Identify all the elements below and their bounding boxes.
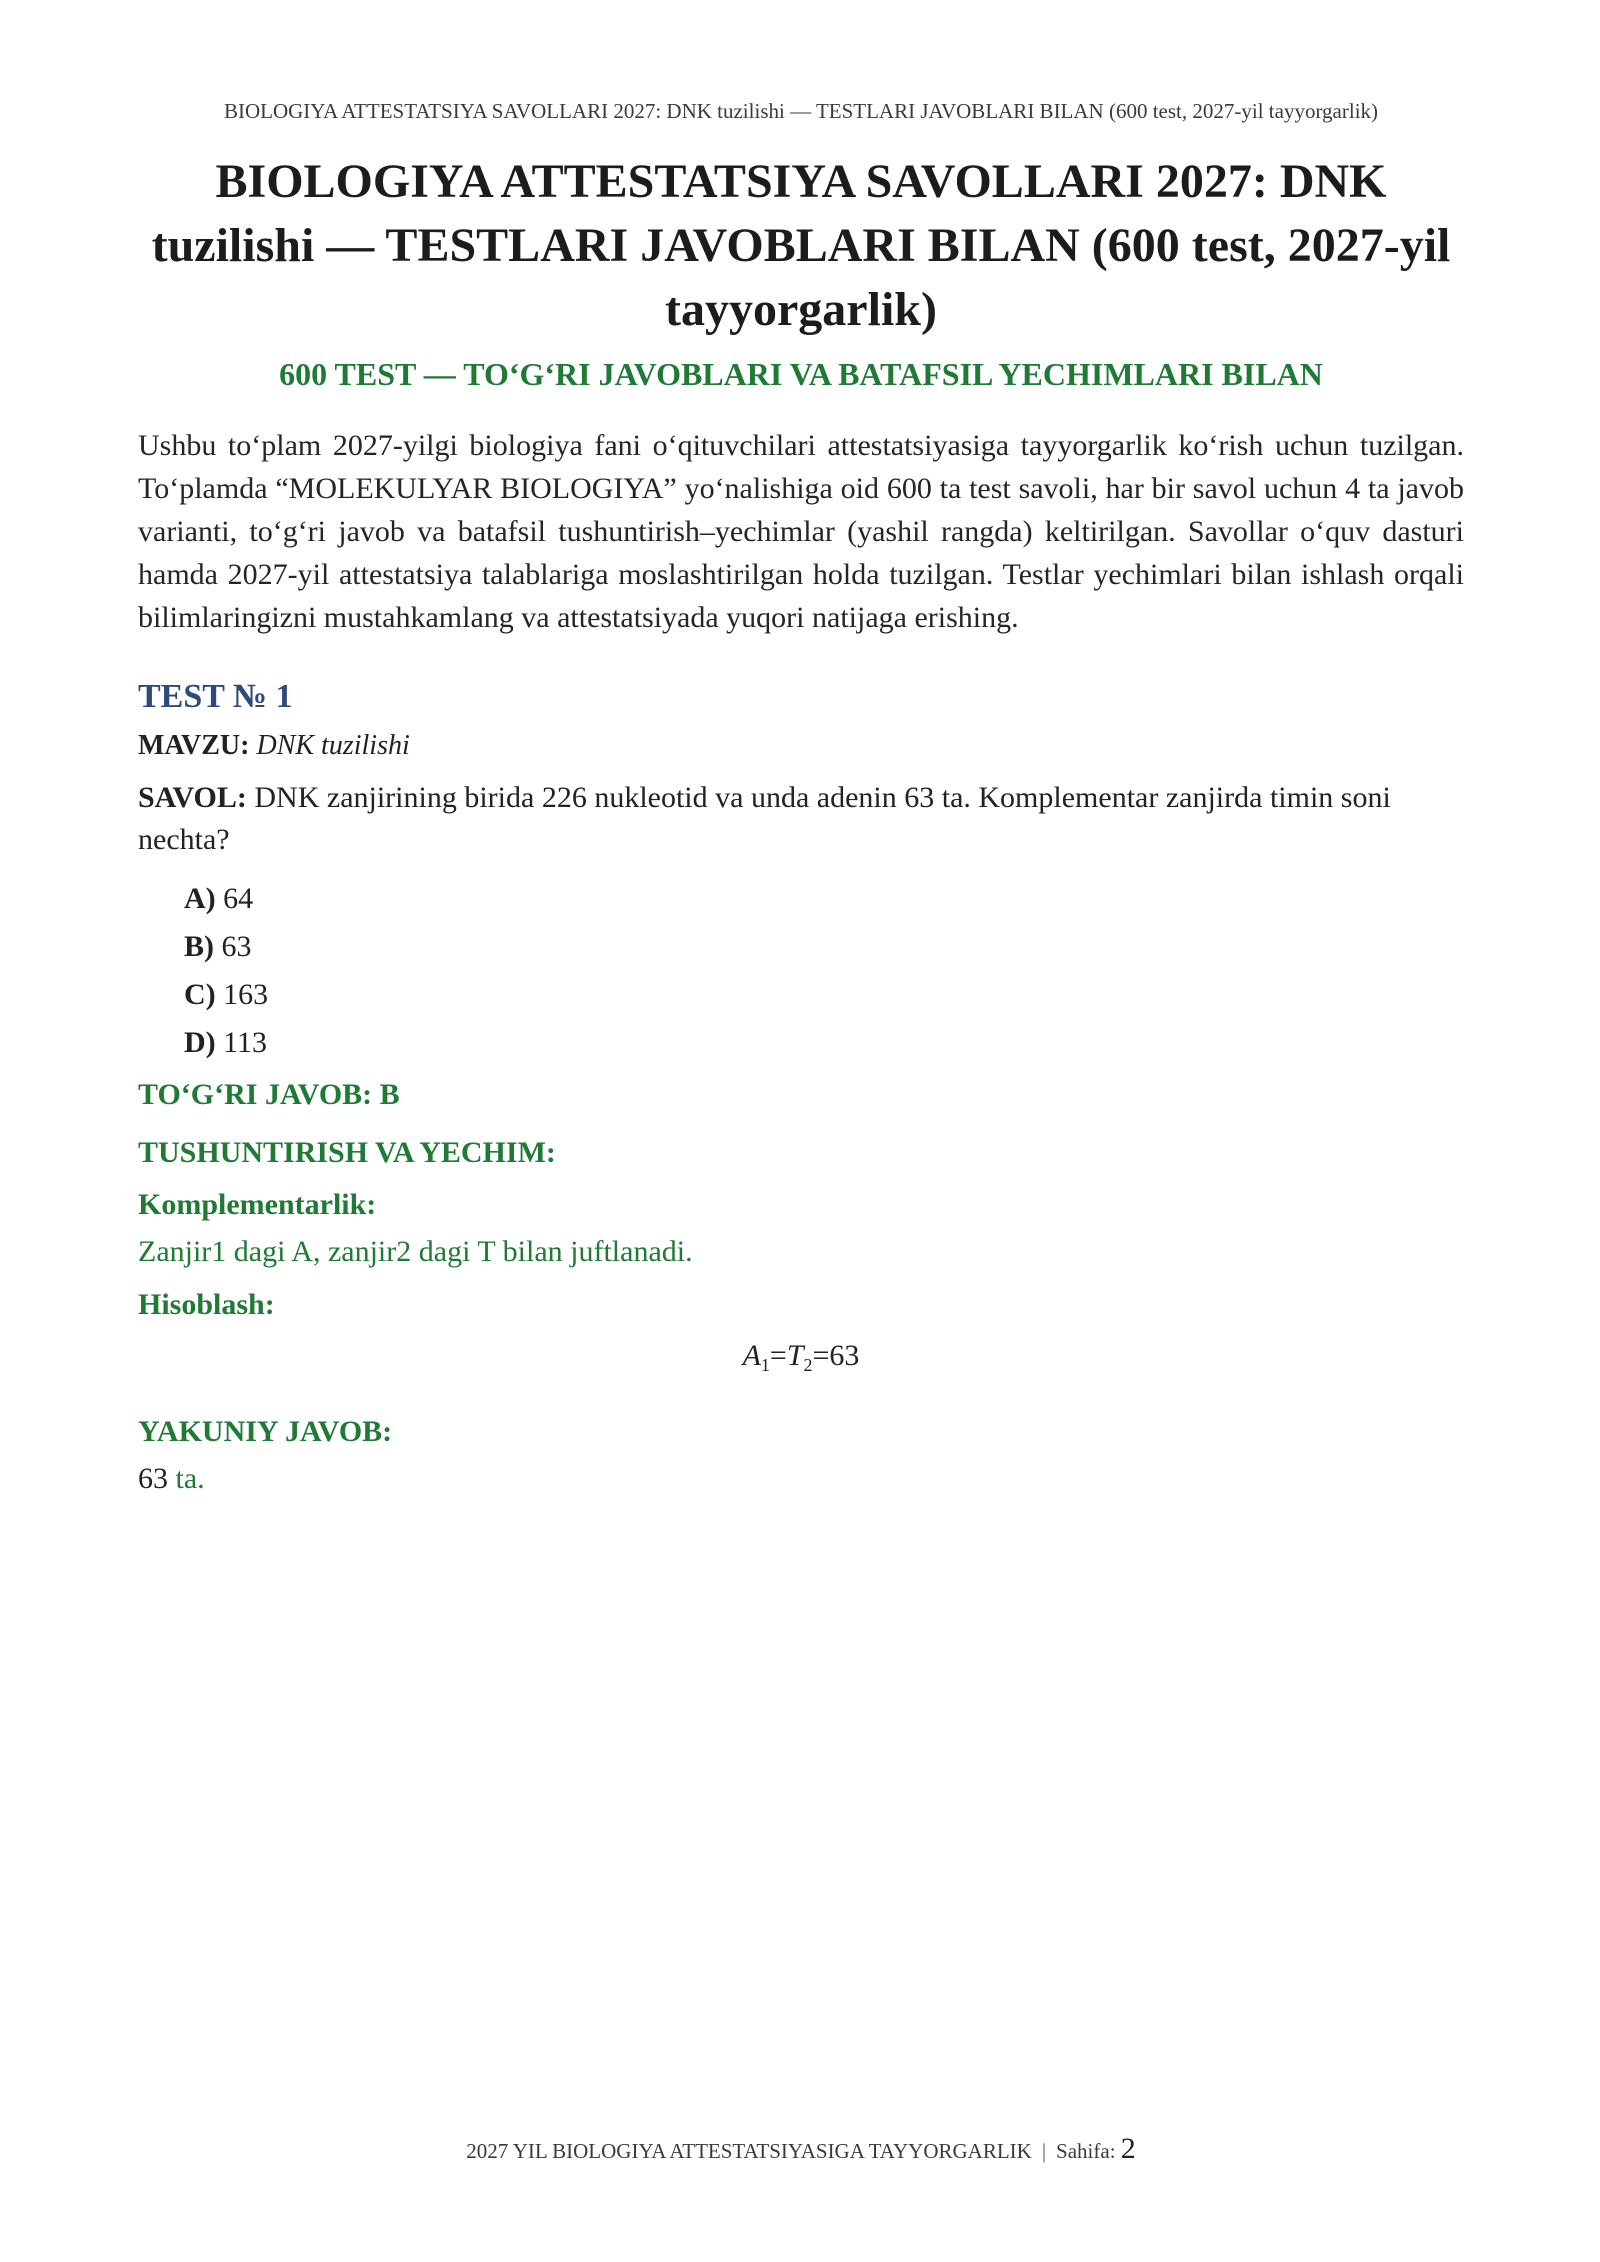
question	[138, 777, 1464, 861]
footer-separator: |	[1041, 2139, 1047, 2163]
footer-text: 2027 YIL BIOLOGIYA ATTESTATSIYASIGA TAYYORGARLIK	[466, 2139, 1032, 2163]
topic-label: MAVZU:	[138, 730, 250, 761]
final-answer-unit: ta.	[175, 1462, 205, 1495]
option-text: 64	[223, 882, 254, 915]
formula-var-a: A	[742, 1339, 761, 1372]
option-c	[184, 971, 1464, 1019]
running-header: BIOLOGIYA ATTESTATSIYA SAVOLLARI 2027: DNK tuzilishi — TESTLARI JAVOBLARI BILAN (600 test, 2027-yil tayyorgarlik)	[223, 99, 1379, 123]
option-letter: C)	[184, 978, 216, 1011]
question-label: SAVOL:	[138, 781, 247, 814]
option-b	[184, 923, 1464, 971]
formula-equals: =	[812, 1339, 830, 1372]
option-text: 63	[221, 930, 252, 963]
formula-var-t: T	[786, 1339, 804, 1372]
topic-line	[138, 727, 1464, 765]
page-content	[138, 150, 1464, 1500]
formula-value: 63	[829, 1339, 860, 1372]
calculation-heading: Hisoblash:	[138, 1288, 275, 1321]
final-answer	[138, 1458, 1464, 1500]
intro-paragraph: Ushbu to‘plam 2027-yilgi biologiya fani o‘qituvchilari attestatsiyasiga tayyorgarlik ko‘rish uchun tuzilgan. To‘plamda “MOLEKULYAR BIOLOGIYA” yo‘nalishiga oid 600 ta test savoli, har bir savol uchun 4 ta javob varianti, to‘g‘ri javob va batafsil tushuntirish–yechimlar (yashil rangda) keltirilgan. Savollar o‘quv dasturi hamda 2027-yil attestatsiya talablariga moslashtirilgan holda tuzilgan. Testlar yechimlari bilan ishlash orqali bilimlaringizni mustahkamlang va attestatsiyada yuqori natijaga erishing.	[138, 429, 1464, 634]
formula-sub-1: 1	[760, 1355, 770, 1375]
topic-value: DNK tuzilishi	[256, 730, 410, 761]
option-letter: A)	[184, 882, 216, 915]
question-text: DNK zanjirining birida 226 nukleotid va unda adenin 63 ta. Komplementar zanjirda timin soni nechta?	[138, 781, 1391, 856]
calculation-formula	[138, 1335, 1464, 1386]
option-text: 163	[223, 978, 269, 1011]
option-letter: B)	[184, 930, 214, 963]
test-heading: TEST № 1	[138, 678, 293, 715]
solution-heading: TUSHUNTIRISH VA YECHIM:	[138, 1136, 556, 1169]
page-number: 2	[1120, 2132, 1136, 2165]
complementarity-heading: Komplementarlik:	[138, 1188, 377, 1221]
formula-equals: =	[769, 1339, 787, 1372]
page-footer	[138, 2134, 1464, 2166]
option-a	[184, 875, 1464, 923]
final-answer-value: 63	[138, 1462, 168, 1495]
option-letter: D)	[184, 1026, 216, 1059]
document-subtitle: 600 TEST — TO‘G‘RI JAVOBLARI VA BATAFSIL YECHIMLARI BILAN	[279, 356, 1323, 392]
page-label: Sahifa:	[1056, 2139, 1116, 2163]
document-title: BIOLOGIYA ATTESTATSIYA SAVOLLARI 2027: DNK tuzilishi — TESTLARI JAVOBLARI BILAN (600 test, 2027-yil tayyorgarlik)	[151, 155, 1451, 336]
complementarity-text: Zanjir1 dagi A, zanjir2 dagi T bilan juftlanadi.	[138, 1235, 693, 1268]
correct-answer: TO‘G‘RI JAVOB: B	[138, 1078, 400, 1111]
formula-sub-2: 2	[803, 1355, 813, 1375]
option-text: 113	[223, 1026, 268, 1059]
option-d	[184, 1019, 1464, 1067]
answer-options	[184, 875, 1464, 1067]
final-answer-heading: YAKUNIY JAVOB:	[138, 1415, 393, 1448]
